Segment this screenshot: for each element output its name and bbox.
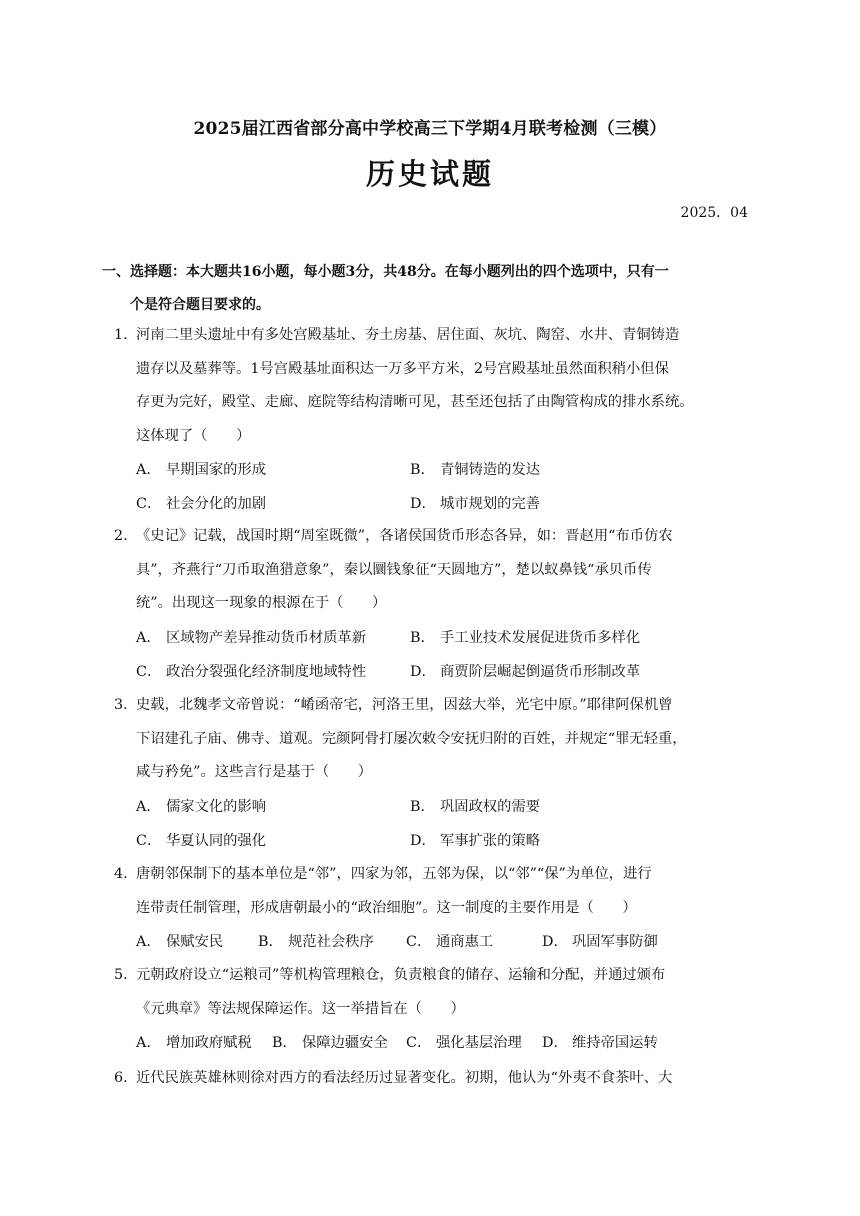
exam-date: 2025．04 bbox=[680, 205, 748, 221]
option-text: 巩固政权的需要 bbox=[440, 798, 541, 815]
option-a[interactable] bbox=[136, 621, 366, 655]
option-c[interactable] bbox=[136, 824, 266, 858]
option-a[interactable] bbox=[136, 925, 223, 959]
option-text: 手工业技术发展促进货币多样化 bbox=[440, 629, 641, 646]
question-line bbox=[114, 959, 740, 993]
question-text: 唐朝邻保制下的基本单位是“邻”，四家为邻，五邻为保，以“邻”“保”为单位，进行 bbox=[136, 866, 652, 882]
option-text: 青铜铸造的发达 bbox=[440, 462, 541, 478]
option-text: 儒家文化的影响 bbox=[166, 798, 267, 815]
option-letter: C． bbox=[136, 832, 162, 849]
question-number: 5. bbox=[114, 967, 128, 983]
exam-name: 2025届江西省部分高中学校高三下学期4月联考检测（三模） bbox=[193, 119, 667, 139]
question-line bbox=[114, 319, 740, 353]
question-number: 1. bbox=[114, 327, 128, 343]
option-letter: A． bbox=[136, 1035, 161, 1051]
option-letter: B． bbox=[410, 629, 435, 646]
option-row bbox=[112, 453, 740, 487]
option-letter: A． bbox=[136, 798, 161, 815]
option-d[interactable] bbox=[410, 487, 540, 521]
question-text: 存更为完好，殿堂、走廊、庭院等结构清晰可见，甚至还包括了由陶管构成的排水系统。 bbox=[136, 394, 694, 410]
option-text: 通商惠工 bbox=[436, 934, 494, 950]
option-letter: C． bbox=[136, 496, 162, 512]
option-text: 维持帝国运转 bbox=[572, 1035, 658, 1051]
option-letter: D． bbox=[542, 1035, 568, 1051]
option-letter: B． bbox=[272, 1035, 297, 1051]
option-text: 强化基层治理 bbox=[436, 1035, 522, 1051]
option-text: 保障边疆安全 bbox=[302, 1035, 388, 1051]
option-b[interactable] bbox=[258, 925, 374, 959]
option-a[interactable] bbox=[136, 1026, 252, 1060]
option-d[interactable] bbox=[542, 925, 658, 959]
option-a[interactable] bbox=[136, 790, 266, 824]
question-text: 遗存以及墓葬等。1号宫殿基址面积达一万多平方米，2号宫殿基址虽然面积稍小但保 bbox=[136, 360, 669, 377]
option-text: 规范社会秩序 bbox=[288, 934, 374, 950]
option-row bbox=[112, 621, 740, 655]
question-4 bbox=[114, 858, 740, 959]
question-text: 统”。出现这一现象的根源在于（ ） bbox=[136, 595, 387, 611]
option-letter: B． bbox=[258, 934, 283, 950]
question-line bbox=[114, 858, 740, 892]
question-2 bbox=[114, 520, 740, 689]
option-row bbox=[112, 824, 740, 858]
option-text: 保赋安民 bbox=[166, 934, 224, 950]
option-d[interactable] bbox=[410, 824, 540, 858]
question-line bbox=[114, 520, 740, 554]
option-letter: D． bbox=[410, 832, 436, 849]
question-line bbox=[114, 689, 740, 723]
option-text: 早期国家的形成 bbox=[166, 462, 267, 478]
option-letter: C． bbox=[406, 1035, 432, 1051]
option-b[interactable] bbox=[410, 790, 540, 824]
option-d[interactable] bbox=[542, 1026, 658, 1060]
question-text: 《史记》记载，战国时期“周室既微”，各诸侯国货币形态各异，如：晋赵用“布币仿农 bbox=[136, 528, 673, 544]
option-b[interactable] bbox=[410, 621, 640, 655]
option-letter: D． bbox=[542, 934, 568, 950]
question-text: 咸与矜免”。这些言行是基于（ ） bbox=[136, 764, 373, 780]
option-row bbox=[112, 655, 740, 689]
option-text: 商贾阶层崛起倒逼货币形制改革 bbox=[440, 663, 641, 680]
option-text: 城市规划的完善 bbox=[440, 496, 541, 512]
question-text: 近代民族英雄林则徐对西方的看法经历过显著变化。初期，他认为“外夷不食茶叶、大 bbox=[136, 1070, 673, 1086]
question-text: 元朝政府设立“运粮司”等机构管理粮仓，负责粮食的储存、运输和分配，并通过颁布 bbox=[136, 967, 666, 983]
option-text: 巩固军事防御 bbox=[572, 934, 658, 950]
question-number: 2. bbox=[114, 528, 128, 544]
question-number: 6. bbox=[114, 1070, 128, 1086]
subject-title: 历史试题 bbox=[365, 157, 494, 191]
question-line bbox=[114, 1062, 740, 1096]
option-row bbox=[112, 1026, 740, 1060]
option-a[interactable] bbox=[136, 453, 266, 487]
option-row bbox=[112, 487, 740, 521]
section-heading-line: 一、选择题：本大题共16小题，每小题3分，共48分。在每小题列出的四个选项中，只有一 bbox=[102, 264, 669, 280]
question-number: 4. bbox=[114, 866, 128, 882]
option-b[interactable] bbox=[272, 1026, 388, 1060]
option-b[interactable] bbox=[410, 453, 540, 487]
question-text: 下诏建孔子庙、佛寺、道观。完颜阿骨打屡次敕令安抚归附的百姓，并规定“罪无轻重， bbox=[136, 730, 687, 747]
question-text: 这体现了（ ） bbox=[136, 427, 251, 444]
option-letter: D． bbox=[410, 496, 436, 512]
option-c[interactable] bbox=[136, 655, 366, 689]
question-text: 连带责任制管理，形成唐朝最小的“政治细胞”。这一制度的主要作用是（ ） bbox=[136, 899, 637, 916]
option-letter: B． bbox=[410, 798, 435, 815]
option-letter: A． bbox=[136, 934, 161, 950]
option-c[interactable] bbox=[406, 925, 493, 959]
option-text: 华夏认同的强化 bbox=[166, 832, 267, 849]
option-c[interactable] bbox=[136, 487, 266, 521]
question-3 bbox=[114, 689, 740, 858]
question-text: 《元典章》等法规保障运作。这一举措旨在（ ） bbox=[136, 1000, 465, 1017]
option-letter: B． bbox=[410, 462, 435, 478]
question-6 bbox=[114, 1062, 740, 1096]
option-text: 区域物产差异推动货币材质革新 bbox=[166, 629, 367, 646]
option-letter: D． bbox=[410, 663, 436, 680]
question-text: 具”，齐燕行“刀币取渔猎意象”，秦以圜钱象征“天圆地方”，楚以蚁鼻钱“承贝币传 bbox=[136, 561, 652, 578]
option-d[interactable] bbox=[410, 655, 640, 689]
option-row bbox=[112, 790, 740, 824]
question-text: 史载，北魏孝文帝曾说：“崤函帝宅，河洛王里，因兹大举，光宅中原。”耶律阿保机曾 bbox=[136, 697, 673, 713]
option-letter: A． bbox=[136, 629, 161, 646]
option-c[interactable] bbox=[406, 1026, 522, 1060]
option-text: 政治分裂强化经济制度地域特性 bbox=[166, 663, 367, 680]
section-heading bbox=[102, 256, 740, 322]
section-heading-line: 个是符合题目要求的。 bbox=[130, 297, 270, 313]
option-letter: C． bbox=[136, 663, 162, 680]
option-letter: C． bbox=[406, 934, 432, 950]
question-number: 3. bbox=[114, 697, 128, 713]
question-5 bbox=[114, 959, 740, 1060]
option-text: 社会分化的加剧 bbox=[166, 496, 267, 512]
question-text: 河南二里头遗址中有多处宫殿基址、夯土房基、居住面、灰坑、陶窑、水井、青铜铸造 bbox=[136, 327, 680, 343]
option-letter: A． bbox=[136, 462, 161, 478]
option-text: 增加政府赋税 bbox=[166, 1035, 252, 1051]
option-text: 军事扩张的策略 bbox=[440, 832, 541, 849]
option-row bbox=[112, 925, 740, 959]
question-1 bbox=[114, 319, 740, 521]
